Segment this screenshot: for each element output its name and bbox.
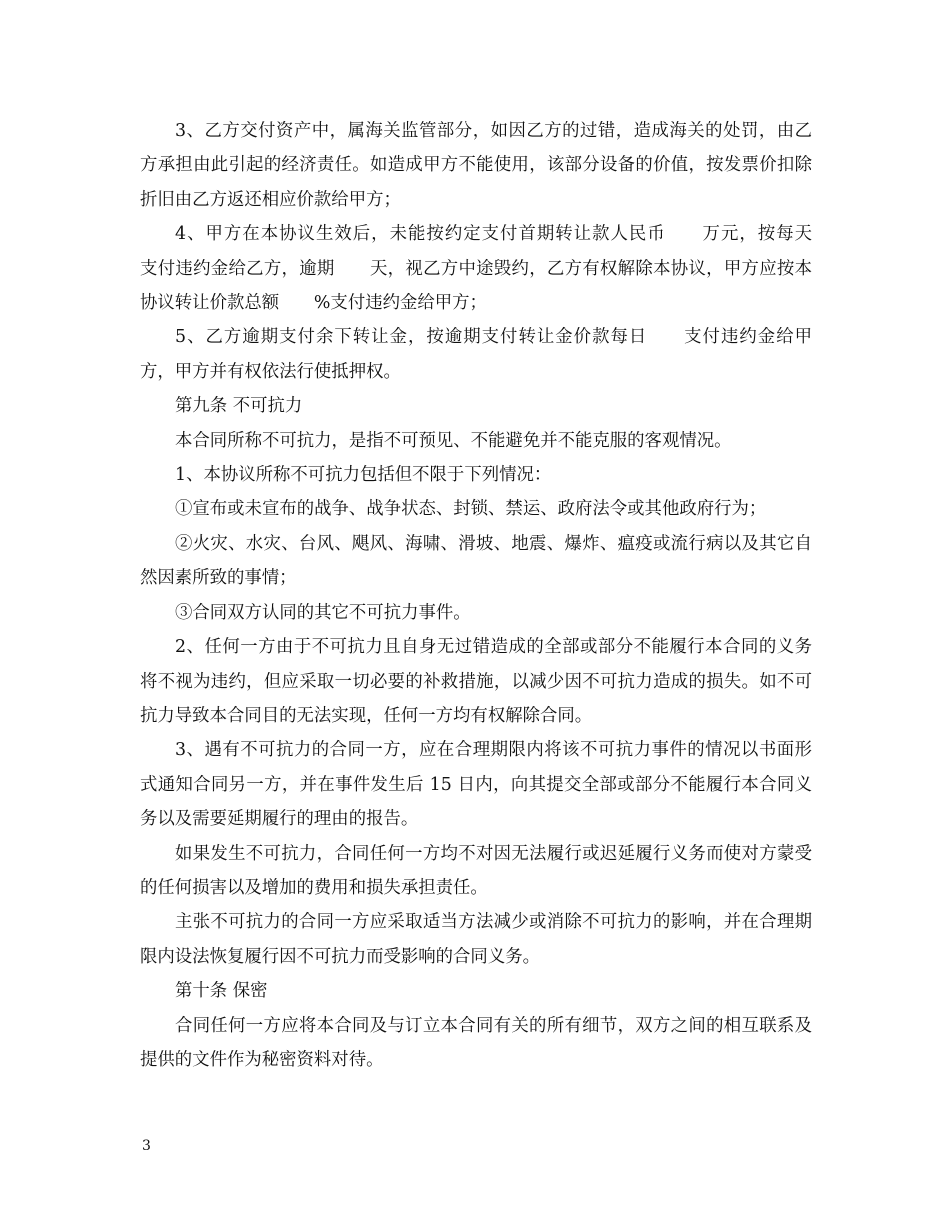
force-majeure-mitigation: 主张不可抗力的合同一方应采取适当方法减少或消除不可抗力的影响，并在合理期限内设法恢复履行因不可抗力而受影响的合同义务。 xyxy=(140,912,812,967)
clause-9-heading: 第九条 不可抗力 xyxy=(175,396,303,417)
clause-8-item-4: 4、甲方在本协议生效后，未能按约定支付首期转让款人民币 万元，按每天 支付违约金给乙方，逾期 天，视乙方中途毁约，乙方有权解除本协议，甲方应按本协议转让价款总额 %支付违约金给甲方； xyxy=(140,224,847,314)
force-majeure-liability: 如果发生不可抗力，合同任何一方均不对因无法履行或迟延履行义务而使对方蒙受的任何损害以及增加的费用和损失承担责任。 xyxy=(140,843,812,898)
force-majeure-case-1: ①宣布或未宣布的战争、战争状态、封锁、禁运、政府法令或其他政府行为； xyxy=(175,499,767,520)
page-number: 3 xyxy=(142,1138,151,1154)
force-majeure-item-2: 2、任何一方由于不可抗力且自身无过错造成的全部或部分不能履行本合同的义务将不视为违约，但应采取一切必要的补救措施，以减少因不可抗力造成的损失。如不可抗力导致本合同目的无法实现，任何一方均有权解除合同。 xyxy=(140,637,812,726)
clause-8-item-5: 5、乙方逾期支付余下转让金，按逾期支付转让金价款每日 支付违约金给甲方，甲方并有权依法行使抵押权。 xyxy=(140,327,812,382)
document-body xyxy=(140,114,847,1077)
force-majeure-case-2: ②火灾、水灾、台风、飓风、海啸、滑坡、地震、爆炸、瘟疫或流行病以及其它自然因素所致的事情； xyxy=(140,533,812,589)
force-majeure-item-1: 1、本协议所称不可抗力包括但不限于下列情况： xyxy=(175,465,552,486)
confidentiality-text: 合同任何一方应将本合同及与订立本合同有关的所有细节，双方之间的相互联系及提供的文件作为秘密资料对待。 xyxy=(140,1015,812,1070)
clause-10-heading: 第十条 保密 xyxy=(175,981,268,1002)
clause-8-item-3: 3、乙方交付资产中，属海关监管部分，如因乙方的过错，造成海关的处罚，由乙方承担由此引起的经济责任。如造成甲方不能使用，该部分设备的价值，按发票价扣除折旧由乙方返还相应价款给甲方； xyxy=(140,121,812,210)
force-majeure-case-3: ③合同双方认同的其它不可抗力事件。 xyxy=(175,602,471,623)
force-majeure-definition: 本合同所称不可抗力，是指不可预见、不能避免并不能克服的客观情况。 xyxy=(175,430,732,451)
force-majeure-item-3: 3、遇有不可抗力的合同一方，应在合理期限内将该不可抗力事件的情况以书面形式通知合同另一方，并在事件发生后 15 日内，向其提交全部或部分不能履行本合同义务以及需要延期履行的理由的报告。 xyxy=(140,740,812,830)
